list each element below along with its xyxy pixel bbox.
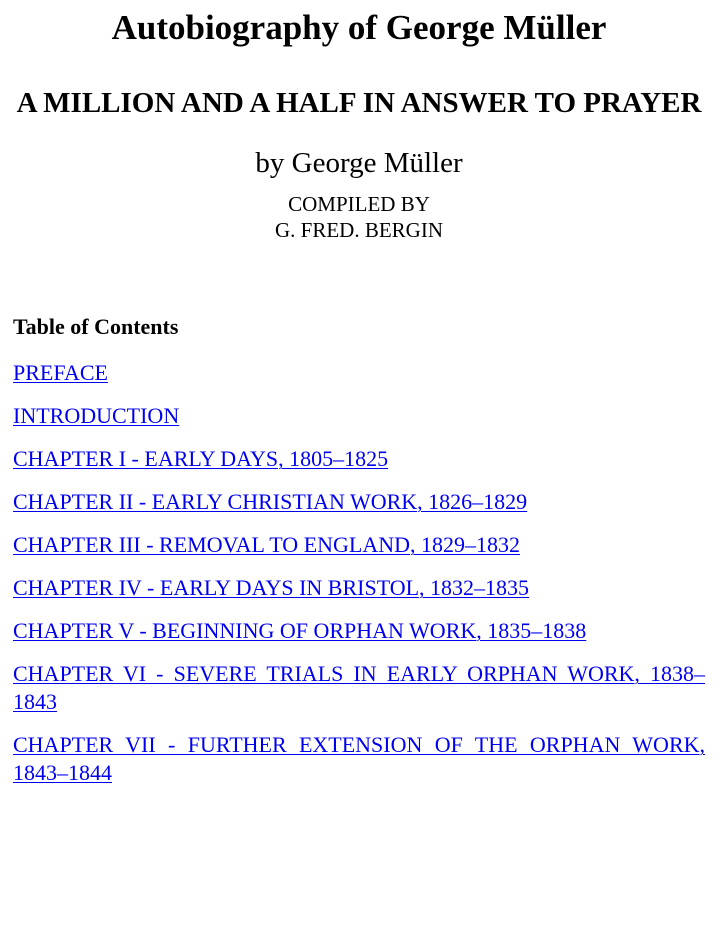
- compiler-name: G. FRED. BERGIN: [274, 218, 443, 242]
- compiler-credit: [13, 191, 705, 243]
- toc-link-chapter-6[interactable]: CHAPTER VI - SEVERE TRIALS IN EARLY ORPHAN WORK, 1838–1843: [13, 661, 705, 714]
- toc-link-chapter-1[interactable]: CHAPTER I - EARLY DAYS, 1805–1825: [13, 446, 389, 471]
- toc-item: [13, 731, 705, 787]
- toc-link-chapter-3[interactable]: CHAPTER III - REMOVAL TO ENGLAND, 1829–1832: [13, 532, 521, 557]
- book-page: [13, 0, 705, 802]
- toc-link-preface[interactable]: PREFACE: [13, 360, 108, 385]
- toc-link-chapter-4[interactable]: CHAPTER IV - EARLY DAYS IN BRISTOL, 1832–1835: [13, 575, 530, 600]
- toc-item: [13, 359, 705, 387]
- toc-item: [13, 402, 705, 430]
- author-byline: by George Müller: [255, 147, 463, 179]
- toc-heading: Table of Contents: [13, 314, 179, 339]
- toc-item: [13, 574, 705, 602]
- toc-link-chapter-7[interactable]: CHAPTER VII - FURTHER EXTENSION OF THE ORPHAN WORK, 1843–1844: [13, 732, 705, 785]
- toc-link-chapter-5[interactable]: CHAPTER V - BEGINNING OF ORPHAN WORK, 1835–1838: [13, 618, 587, 643]
- toc-item: [13, 617, 705, 645]
- toc-item: [13, 445, 705, 473]
- toc-item: [13, 531, 705, 559]
- book-title: Autobiography of George Müller: [111, 8, 607, 47]
- toc-link-introduction[interactable]: INTRODUCTION: [13, 403, 180, 428]
- toc-link-chapter-2[interactable]: CHAPTER II - EARLY CHRISTIAN WORK, 1826–1829: [13, 489, 528, 514]
- toc-list: [13, 359, 705, 787]
- compiled-by-label: COMPILED BY: [288, 192, 430, 216]
- toc-item: [13, 488, 705, 516]
- toc-item: [13, 660, 705, 716]
- book-subtitle: A MILLION AND A HALF IN ANSWER TO PRAYER: [16, 87, 702, 119]
